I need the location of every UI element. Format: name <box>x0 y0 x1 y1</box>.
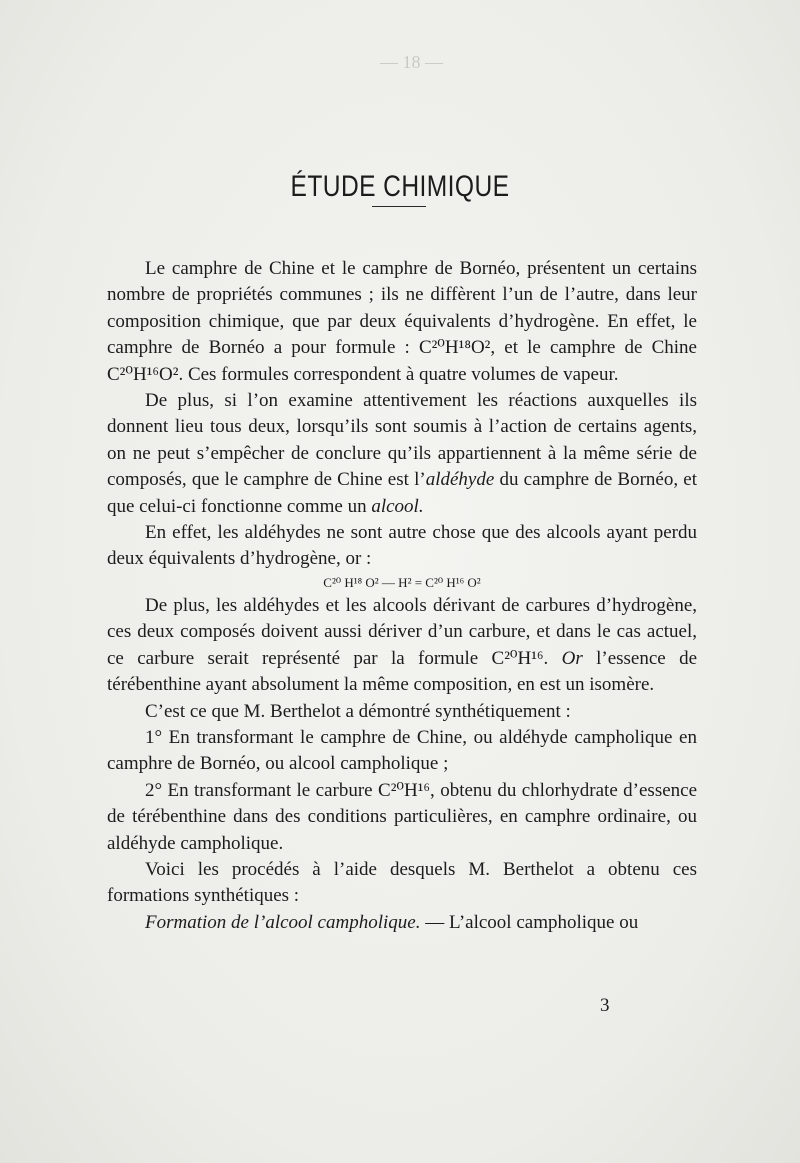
formula-carbure: C²⁰H¹⁶. <box>491 647 549 669</box>
paragraph-9: Formation de l’alcool campholique. — L’alcool campholique ou <box>145 911 639 933</box>
body-text <box>107 256 697 936</box>
paragraph-1: Le camphre de Chine et le camphre de Bornéo, présentent un certains nombre de propriétés communes ; ils ne diffèrent l’un de l’autre, dans leur composition chimique, que par deux équivalents d’hydrogène. En effet, le camphre de Bornéo a pour formule : C²⁰H¹⁸O², et le camphre de Chine C²⁰H¹⁶O². Ces formules correspondent à quatre volumes de vapeur. <box>107 258 697 385</box>
bleed-through-page-number: — 18 — <box>380 52 443 72</box>
title-divider <box>372 206 426 207</box>
page-number: 3 <box>600 995 610 1016</box>
page-title: ÉTUDE CHIMIQUE <box>290 170 510 204</box>
formula-carbure-2: C²⁰H¹⁶ <box>378 779 431 801</box>
paragraph-2: De plus, si l’on examine attentivement les réactions auxquelles ils donnent lieu tous deux, lorsqu’ils sont soumis à l’action de certains agents, on ne peut s’empêcher de conclure qu’ils appartiennent à la même série de composés, que le camphre de Chine est l’aldéhyde du camphre de Bornéo, et que celui-ci fonctionne comme un alcool. <box>107 390 698 517</box>
paragraph-8: Voici les procédés à l’aide desquels M. Berthelot a obtenu ces formations synthétiques : <box>107 858 697 907</box>
formula-chine: C²⁰H¹⁶O² <box>107 363 179 385</box>
paragraph-3: En effet, les aldéhydes ne sont autre chose que des alcools ayant perdu deux équivalents d’hydrogène, or : <box>107 522 697 570</box>
paragraph-4: De plus, les aldéhydes et les alcools dérivant de carbures d’hydrogène, ces deux composés doivent aussi dériver d’un carbure, et dans le cas actuel, ce carbure serait représenté par la formule C²⁰H¹⁶. Or l’essence de térébenthine ayant absolument la même composition, en est un isomère. <box>107 594 698 696</box>
formula-borneo: C²⁰H¹⁸O² <box>418 337 491 359</box>
paragraph-6: 1° En transformant le camphre de Chine, ou aldéhyde campholique en camphre de Bornéo, ou alcool campholique ; <box>107 726 697 775</box>
paragraph-5: C’est ce que M. Berthelot a démontré synthétiquement : <box>145 700 571 722</box>
reaction-formula: C²⁰ H¹⁸ O² — H² = C²⁰ H¹⁶ O² <box>323 574 481 590</box>
paragraph-7: 2° En transformant le carbure C²⁰H¹⁶, obtenu du chlorhydrate d’essence de térébenthine dans des conditions particulières, en camphre ordinaire, ou aldéhyde campholique. <box>107 779 698 854</box>
